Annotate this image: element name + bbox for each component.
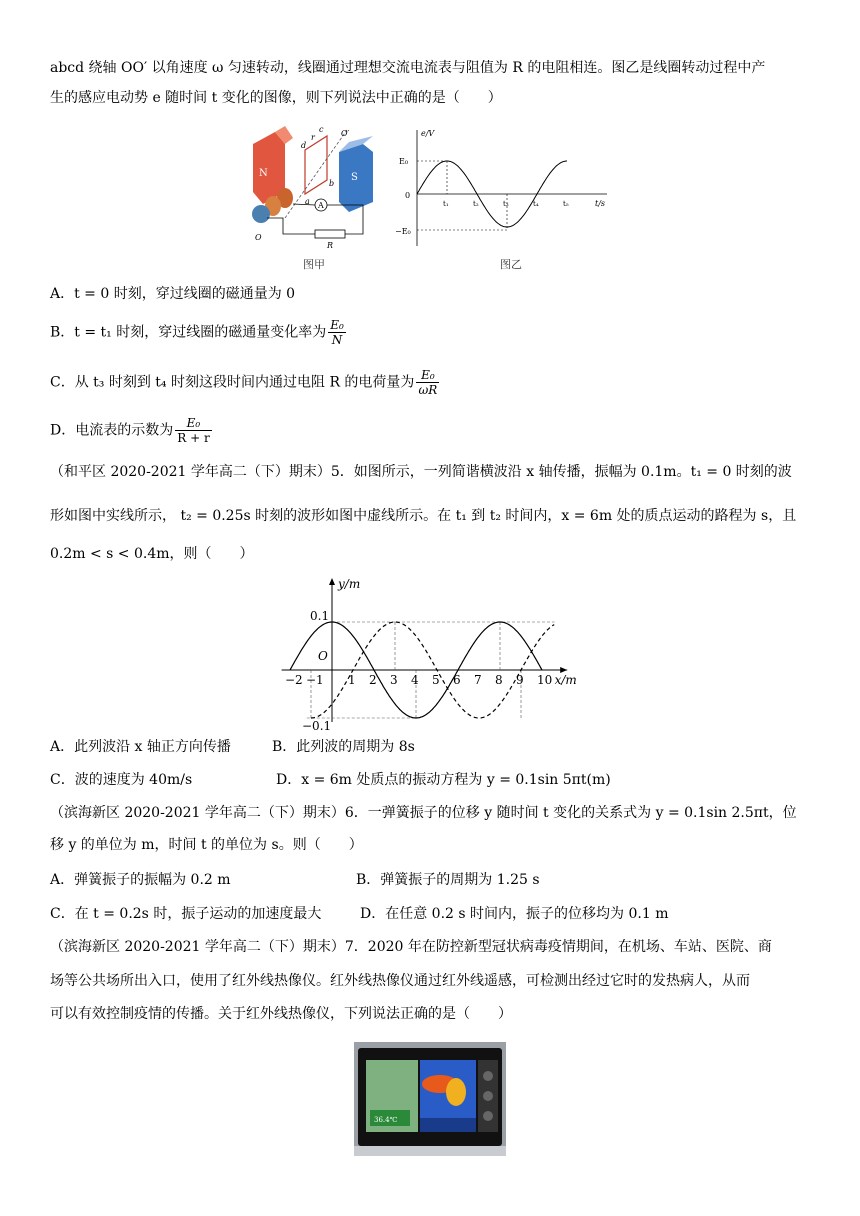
label-a: a: [305, 197, 310, 206]
neg-e0-label: −E₀: [395, 227, 411, 236]
x-tick-label: −2: [285, 673, 303, 687]
q5-option-c: C．波的速度为 40m/s: [50, 772, 193, 788]
figure-jia-generator: [245, 122, 385, 252]
label-b: b: [329, 179, 335, 188]
figure-yi-caption: 图乙: [500, 258, 522, 271]
x-tick-label: 8: [495, 673, 503, 687]
q6-option-c: C．在 t = 0.2s 时，振子运动的加速度最大: [50, 906, 322, 922]
tick-t2: t₂: [473, 200, 479, 208]
origin-label: 0: [405, 191, 411, 200]
x-tick-label: 3: [390, 673, 398, 687]
e0-label: E₀: [399, 157, 409, 166]
q4-option-c-fraction: $\frac{\text{E₀}}{\omega R}$: [418, 368, 438, 397]
e-axis-label: e/V: [421, 129, 435, 138]
q4-option-a: A．t = 0 时刻，穿过线圈的磁通量为 0: [50, 286, 296, 302]
q4-option-b: B．t = t₁ 时刻，穿过线圈的磁通量变化率为 $\frac{\text{E₀}}{N}$: [50, 318, 344, 347]
q5-stem-line-3: 0.2m < s < 0.4m，则（ ）: [50, 546, 254, 562]
tick-t5: t₅: [563, 200, 569, 208]
q6-option-b: B．弹簧振子的周期为 1.25 s: [356, 872, 540, 888]
q4-option-b-fraction: $\frac{\text{E₀}}{N}$: [330, 318, 344, 347]
q5-stem-line-2: 形如图中实线所示， t₂ = 0.25s 时刻的波形如图中虚线所示。在 t₁ 到 t₂ 时间内，x = 6m 处的质点运动的路程为 s，且: [50, 508, 797, 524]
label-d: d: [301, 141, 307, 150]
x-tick-label: 7: [474, 673, 482, 687]
origin-label: O: [318, 649, 328, 663]
y-axis-label: y/m: [338, 577, 361, 591]
q7-stem-line-1: （滨海新区 2020-2021 学年高二（下）期末）7．2020 年在防控新型冠状病毒疫情期间，在机场、车站、医院、商: [50, 939, 772, 955]
figure-yi-emf-graph: [395, 124, 615, 254]
q6-stem-line-2: 移 y 的单位为 m，时间 t 的单位为 s。则（ ）: [50, 837, 363, 853]
x-tick-label: 2: [369, 673, 377, 687]
tick-t1: t₁: [443, 200, 449, 208]
q4-option-d: D．电流表的示数为 $\frac{\text{E₀}}{R + r}$: [50, 416, 210, 445]
tick-t4: t₄: [533, 200, 539, 208]
y-tick-label-top: 0.1: [310, 609, 330, 623]
q5-option-a: A．此列波沿 x 轴正方向传播: [50, 739, 231, 755]
thermal-imager-photo: [354, 1042, 506, 1156]
q4-option-c: C．从 t₃ 时刻到 t₄ 时刻这段时间内通过电阻 R 的电荷量为 $\frac{\text{E₀}}{\omega R}$: [50, 368, 438, 397]
ammeter-label: A: [318, 201, 324, 210]
x-tick-label: 5: [432, 673, 440, 687]
resistor-label: R: [327, 241, 334, 250]
y-axis-arrow: [329, 578, 335, 585]
n-pole-label: N: [259, 168, 268, 179]
label-r: r: [311, 133, 315, 142]
q7-stem-line-2: 场等公共场所出入口，使用了红外线热像仪。红外线热像仪通过红外线遥感，可检测出经过它时的发热病人，从而: [50, 973, 750, 989]
x-tick-label: 4: [411, 673, 419, 687]
q6-option-a: A．弹簧振子的振幅为 0.2 m: [50, 872, 231, 888]
s-pole-label: S: [351, 172, 358, 183]
q5-stem-line-1: （和平区 2020-2021 学年高二（下）期末）5．如图所示，一列简谐横波沿 x 轴传播，振幅为 0.1m。t₁ = 0 时刻的波: [50, 464, 792, 480]
x-tick-label: 1: [348, 673, 356, 687]
q4-stem-line-2: 生的感应电动势 e 随时间 t 变化的图像，则下列说法中正确的是（ ）: [50, 90, 502, 106]
q4-stem-line-1: abcd 绕轴 OO′ 以角速度 ω 匀速转动，线圈通过理想交流电流表与阻值为 R 的电阻相连。图乙是线圈转动过程中产: [50, 60, 766, 76]
q6-stem-line-1: （滨海新区 2020-2021 学年高二（下）期末）6．一弹簧振子的位移 y 随时间 t 变化的关系式为 y = 0.1sin 2.5πt，位: [50, 805, 797, 821]
q5-option-d: D．x = 6m 处质点的振动方程为 y = 0.1sin 5πt(m): [276, 772, 611, 788]
x-tick-label: 6: [453, 673, 461, 687]
q7-stem-line-3: 可以有效控制疫情的传播。关于红外线热像仪，下列说法正确的是（ ）: [50, 1006, 512, 1022]
label-c: c: [319, 125, 324, 134]
label-o-prime: O′: [341, 129, 350, 138]
x-tick-label: 9: [516, 673, 524, 687]
tick-t3: t₃: [503, 200, 509, 208]
temperature-readout: 36.4℃: [374, 1116, 398, 1124]
q5-option-b: B．此列波的周期为 8s: [272, 739, 415, 755]
resistor-icon: [315, 230, 345, 238]
x-tick-label: −1: [306, 673, 324, 687]
brush: [252, 205, 270, 223]
figure-jia-caption: 图甲: [303, 258, 325, 271]
q4-option-d-fraction: $\frac{\text{E₀}}{R + r}$: [177, 416, 210, 445]
label-o: O: [255, 233, 262, 242]
q6-option-d: D．在任意 0.2 s 时间内，振子的位移均为 0.1 m: [360, 906, 669, 922]
y-tick-label-bottom: −0.1: [302, 719, 332, 733]
t-axis-label: t/s: [595, 199, 606, 208]
wave-chart: [270, 572, 590, 733]
x-tick-label: 10: [537, 673, 553, 687]
x-axis-label: x/m: [554, 673, 577, 687]
